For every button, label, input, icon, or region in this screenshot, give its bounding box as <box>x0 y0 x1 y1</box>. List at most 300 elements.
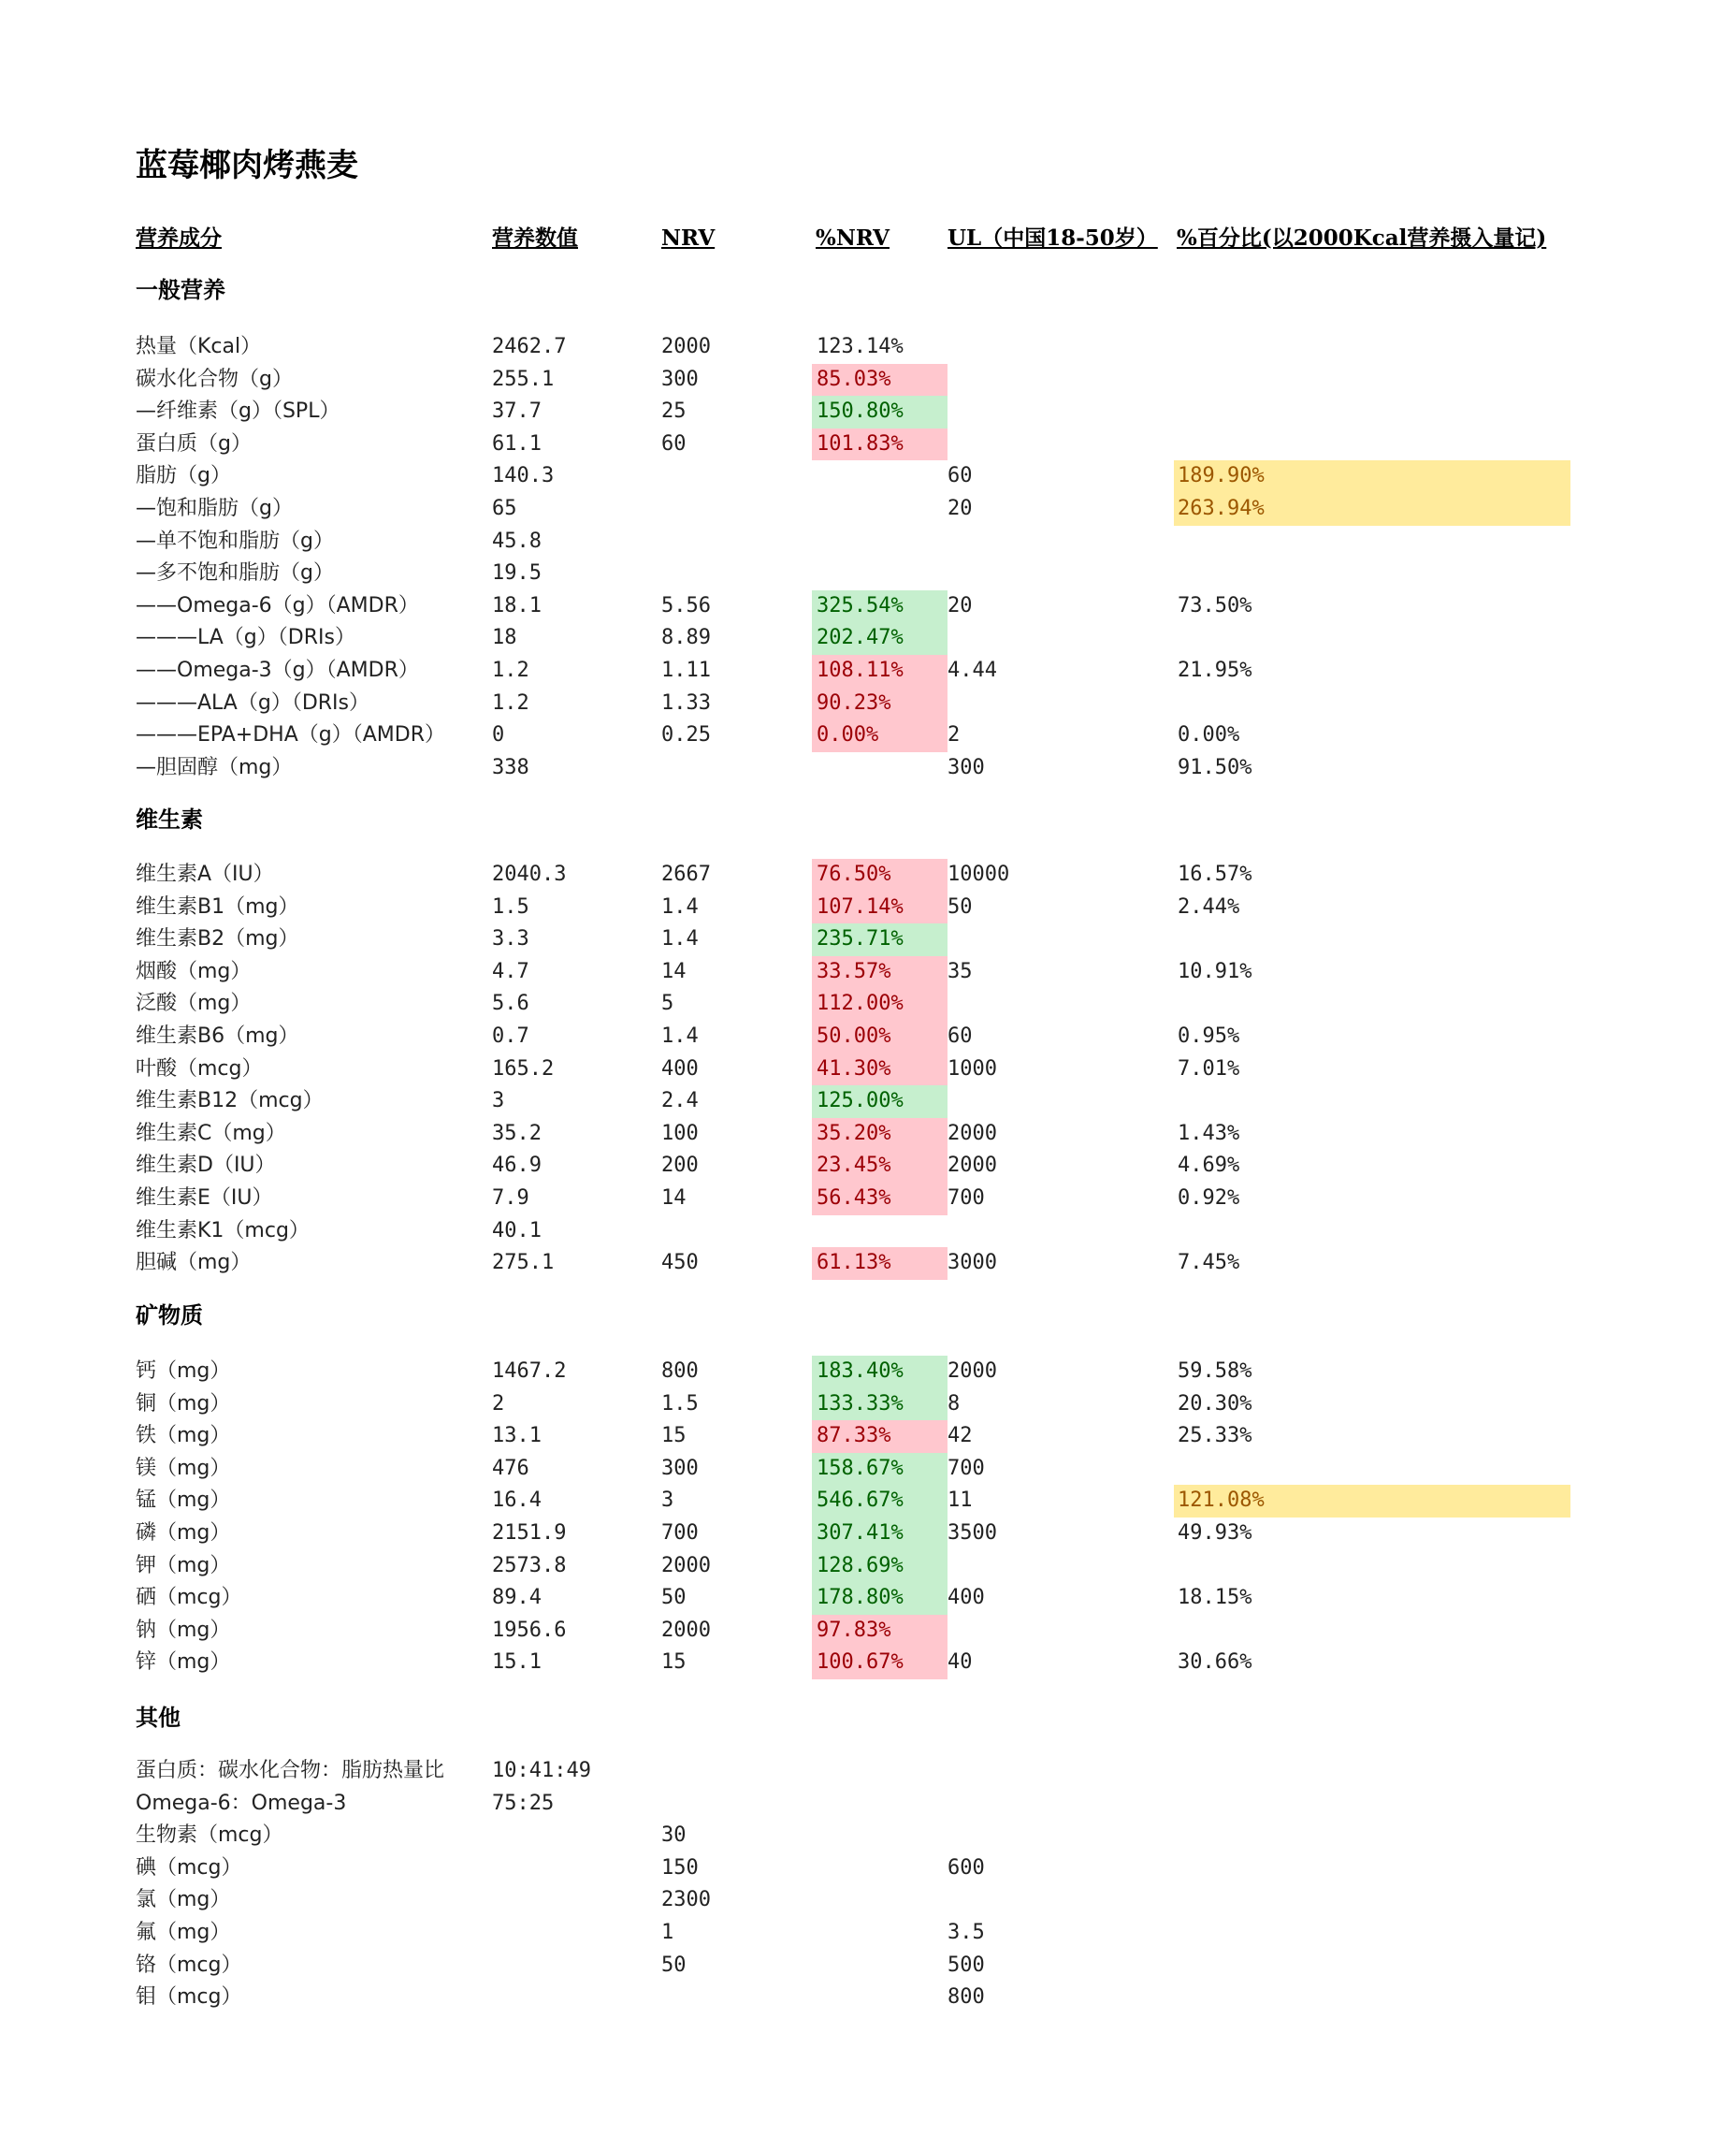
nutrient-pct-nrv: 178.80% <box>812 1582 948 1615</box>
nutrient-pct-nrv: 150.80% <box>812 396 948 428</box>
nutrient-ul <box>948 558 1170 590</box>
nutrient-ul: 35 <box>948 959 973 983</box>
nutrient-ul <box>948 428 1170 461</box>
nutrient-name: 泛酸（mg） <box>136 992 252 1016</box>
nutrient-ul <box>948 1615 1170 1648</box>
nutrient-nrv: 450 <box>661 1251 699 1275</box>
nutrient-pct-cal: 0.92% <box>1178 1186 1240 1210</box>
nutrient-pct-cal: 16.57% <box>1178 863 1252 886</box>
nutrient-value: 2462.7 <box>492 335 567 358</box>
nutrient-pct-nrv <box>812 460 948 493</box>
table-row <box>0 1183 1736 1215</box>
section-title: 其他 <box>136 1705 181 1731</box>
nutrient-value: 7.9 <box>492 1186 529 1210</box>
table-row <box>0 1118 1736 1151</box>
nutrient-pct-cal <box>1174 1453 1570 1486</box>
nutrient-pct-nrv <box>812 1788 948 1821</box>
nutrient-pct-cal <box>1174 688 1570 720</box>
nutrient-name: 热量（Kcal） <box>136 335 262 358</box>
nutrient-pct-cal: 21.95% <box>1178 659 1252 682</box>
nutrient-pct-nrv: 133.33% <box>812 1388 948 1421</box>
table-row <box>0 688 1736 720</box>
nutrient-pct-nrv: 56.43% <box>812 1183 948 1215</box>
nutrient-value: 4.7 <box>492 959 529 983</box>
table-row <box>0 1247 1736 1280</box>
nutrient-pct-nrv <box>812 493 948 526</box>
nutrient-nrv: 15 <box>661 1424 687 1448</box>
table-row <box>0 1388 1736 1421</box>
nutrient-ul <box>948 688 1170 720</box>
table-row <box>0 428 1736 461</box>
nutrient-value: 75:25 <box>492 1791 555 1815</box>
nutrient-pct-nrv: 183.40% <box>812 1356 948 1388</box>
nutrient-nrv: 8.89 <box>661 626 711 650</box>
nutrient-nrv: 150 <box>661 1855 699 1880</box>
nutrient-nrv <box>661 460 811 493</box>
table-row <box>0 1950 1736 1982</box>
table-row <box>0 1820 1736 1852</box>
nutrient-name: ———ALA（g）（DRIs） <box>136 690 370 715</box>
nutrient-pct-cal: 20.30% <box>1178 1391 1252 1416</box>
nutrient-pct-cal <box>1174 1215 1570 1248</box>
nutrient-name: —饱和脂肪（g） <box>136 497 293 520</box>
nutrient-pct-cal <box>1174 1852 1570 1885</box>
nutrient-nrv: 300 <box>661 1456 699 1480</box>
nutrient-name: ———EPA+DHA（g）（AMDR） <box>136 723 445 748</box>
nutrient-value: 15.1 <box>492 1650 542 1675</box>
nutrient-pct-nrv <box>812 526 948 559</box>
nutrient-pct-nrv: 325.54% <box>812 590 948 623</box>
nutrient-pct-cal <box>1174 1755 1570 1788</box>
header-ul: UL（中国18-50岁） <box>948 225 1158 251</box>
nutrient-ul: 40 <box>948 1650 973 1675</box>
nutrient-value <box>492 1884 658 1917</box>
nutrient-pct-cal: 7.45% <box>1178 1251 1240 1275</box>
nutrient-name: 维生素C（mg） <box>136 1121 286 1145</box>
nutrient-pct-nrv: 125.00% <box>812 1085 948 1118</box>
nutrient-pct-cal <box>1174 1788 1570 1821</box>
nutrient-nrv: 1.11 <box>661 659 711 682</box>
nutrient-pct-cal: 7.01% <box>1178 1056 1240 1081</box>
nutrient-pct-nrv: 235.71% <box>812 923 948 956</box>
nutrient-pct-nrv: 50.00% <box>812 1021 948 1053</box>
table-row <box>0 1755 1736 1788</box>
table-row <box>0 1582 1736 1615</box>
table-row <box>0 364 1736 397</box>
table-row <box>0 590 1736 623</box>
nutrient-name: 氯（mg） <box>136 1888 231 1912</box>
nutrient-ul: 42 <box>948 1424 973 1448</box>
nutrient-pct-cal: 73.50% <box>1178 593 1252 617</box>
table-row <box>0 331 1736 364</box>
nutrient-value: 2573.8 <box>492 1553 567 1577</box>
nutrient-pct-cal <box>1174 1550 1570 1583</box>
nutrient-value <box>492 1950 658 1982</box>
nutrient-ul: 700 <box>948 1186 985 1210</box>
nutrient-ul: 8 <box>948 1391 961 1416</box>
nutrient-name: 脂肪（g） <box>136 464 231 488</box>
nutrient-value: 89.4 <box>492 1586 542 1610</box>
table-row <box>0 1852 1736 1885</box>
nutrient-nrv: 0.25 <box>661 723 711 748</box>
nutrient-name: 铬（mcg） <box>136 1953 242 1977</box>
nutrient-ul <box>948 923 1170 956</box>
header-value: 营养数值 <box>492 225 578 251</box>
page-title: 蓝莓椰肉烤燕麦 <box>136 147 358 184</box>
table-row <box>0 1150 1736 1183</box>
nutrient-pct-nrv <box>812 1755 948 1788</box>
nutrient-name: 氟（mg） <box>136 1921 231 1944</box>
nutrient-value: 476 <box>492 1456 529 1480</box>
nutrient-pct-cal <box>1174 1085 1570 1118</box>
nutrient-nrv: 2.4 <box>661 1089 699 1113</box>
nutrient-nrv: 5.56 <box>661 593 711 617</box>
nutrient-name: 锌（mg） <box>136 1650 231 1675</box>
table-row <box>0 1356 1736 1388</box>
nutrient-nrv: 14 <box>661 1186 687 1210</box>
nutrient-nrv: 15 <box>661 1650 687 1675</box>
section-title: 维生素 <box>136 806 203 833</box>
nutrient-value: 3 <box>492 1089 505 1113</box>
nutrient-pct-cal <box>1174 988 1570 1021</box>
nutrient-pct-nrv <box>812 1950 948 1982</box>
nutrient-nrv: 50 <box>661 1953 687 1977</box>
nutrient-pct-nrv: 76.50% <box>812 859 948 892</box>
nutrient-value: 45.8 <box>492 529 542 553</box>
nutrient-pct-nrv: 87.33% <box>812 1420 948 1453</box>
nutrient-pct-nrv <box>812 1852 948 1885</box>
nutrient-nrv: 25 <box>661 399 687 424</box>
nutrient-pct-cal: 91.50% <box>1178 755 1252 779</box>
nutrient-pct-nrv <box>812 1215 948 1248</box>
header-nrv: NRV <box>661 225 716 251</box>
nutrient-pct-cal <box>1174 622 1570 655</box>
table-row <box>0 526 1736 559</box>
nutrient-nrv: 3 <box>661 1489 674 1513</box>
nutrient-value: 35.2 <box>492 1121 542 1145</box>
nutrient-pct-cal <box>1174 1917 1570 1950</box>
nutrient-ul: 300 <box>948 755 985 779</box>
nutrient-name: 蛋白质：碳水化合物：脂肪热量比 <box>136 1759 445 1782</box>
nutrient-nrv: 100 <box>661 1121 699 1145</box>
nutrient-pct-nrv: 100.67% <box>812 1647 948 1679</box>
table-row <box>0 719 1736 752</box>
nutrient-ul <box>948 988 1170 1021</box>
nutrient-value: 275.1 <box>492 1251 555 1275</box>
nutrient-nrv: 30 <box>661 1823 687 1848</box>
nutrient-value: 140.3 <box>492 464 555 488</box>
nutrient-pct-cal: 1.43% <box>1178 1121 1240 1145</box>
nutrient-pct-nrv <box>812 1884 948 1917</box>
table-row <box>0 460 1736 493</box>
nutrient-pct-nrv: 546.67% <box>812 1485 948 1518</box>
nutrient-name: 维生素E（IU） <box>136 1186 273 1210</box>
nutrient-name: —胆固醇（mg） <box>136 755 293 779</box>
nutrient-nrv: 1.4 <box>661 894 699 919</box>
header-pct-cal: %百分比(以2000Kcal营养摄入量记) <box>1177 225 1547 251</box>
table-row <box>0 396 1736 428</box>
nutrient-pct-cal: 0.00% <box>1178 723 1240 748</box>
nutrient-nrv: 5 <box>661 992 674 1016</box>
nutrient-pct-nrv: 90.23% <box>812 688 948 720</box>
nutrient-value: 18.1 <box>492 593 542 617</box>
table-row <box>0 1518 1736 1550</box>
nutrient-name: 钠（mg） <box>136 1618 231 1642</box>
table-row <box>0 1550 1736 1583</box>
nutrient-ul <box>948 622 1170 655</box>
nutrient-name: 锰（mg） <box>136 1489 231 1513</box>
nutrient-nrv: 2667 <box>661 863 711 886</box>
nutrient-pct-nrv: 85.03% <box>812 364 948 397</box>
nutrient-nrv: 1.33 <box>661 690 711 715</box>
nutrient-pct-cal <box>1174 1820 1570 1852</box>
nutrient-name: 叶酸（mcg） <box>136 1056 263 1081</box>
nutrient-name: 烟酸（mg） <box>136 959 252 983</box>
nutrient-ul <box>948 364 1170 397</box>
nutrient-nrv: 200 <box>661 1154 699 1178</box>
nutrient-ul <box>948 1755 1170 1788</box>
nutrient-pct-nrv: 41.30% <box>812 1053 948 1086</box>
nutrient-name: 维生素B2（mg） <box>136 927 299 951</box>
nutrient-name: 镁（mg） <box>136 1456 231 1480</box>
table-row <box>0 923 1736 956</box>
nutrient-pct-nrv: 202.47% <box>812 622 948 655</box>
table-row <box>0 956 1736 989</box>
nutrient-ul <box>948 1215 1170 1248</box>
table-row <box>0 1420 1736 1453</box>
nutrient-ul <box>948 526 1170 559</box>
nutrient-ul: 2000 <box>948 1121 997 1145</box>
nutrient-pct-cal: 18.15% <box>1178 1586 1252 1610</box>
nutrient-pct-cal <box>1174 396 1570 428</box>
nutrient-pct-nrv: 307.41% <box>812 1518 948 1550</box>
nutrient-pct-cal <box>1174 1884 1570 1917</box>
nutrient-pct-nrv <box>812 1820 948 1852</box>
nutrient-name: 维生素B1（mg） <box>136 894 299 919</box>
nutrient-pct-nrv <box>812 1917 948 1950</box>
nutrient-pct-cal: 0.95% <box>1178 1024 1240 1048</box>
nutrient-pct-cal: 2.44% <box>1178 894 1240 919</box>
header-name: 营养成分 <box>136 225 222 251</box>
nutrient-nrv <box>661 1215 811 1248</box>
nutrient-ul: 2 <box>948 723 961 748</box>
nutrient-name: 胆碱（mg） <box>136 1251 252 1275</box>
nutrient-value: 10:41:49 <box>492 1759 591 1782</box>
nutrient-ul: 50 <box>948 894 973 919</box>
nutrient-pct-nrv: 107.14% <box>812 892 948 924</box>
nutrient-name: 维生素A（IU） <box>136 863 274 886</box>
nutrient-pct-cal: 189.90% <box>1174 460 1570 493</box>
nutrient-ul: 500 <box>948 1953 985 1977</box>
nutrient-name: —多不饱和脂肪（g） <box>136 561 334 586</box>
nutrient-ul: 3500 <box>948 1521 997 1545</box>
nutrient-nrv: 1.4 <box>661 1024 699 1048</box>
nutrient-nrv <box>661 752 811 785</box>
nutrient-value: 16.4 <box>492 1489 542 1513</box>
nutrient-name: 铁（mg） <box>136 1424 231 1448</box>
nutrient-ul: 60 <box>948 1024 973 1048</box>
nutrient-pct-nrv: 33.57% <box>812 956 948 989</box>
nutrient-value: 46.9 <box>492 1154 542 1178</box>
nutrient-value: 1.5 <box>492 894 529 919</box>
nutrient-ul <box>948 331 1170 364</box>
section-title: 一般营养 <box>136 277 225 303</box>
nutrient-pct-cal <box>1174 526 1570 559</box>
table-row <box>0 1485 1736 1518</box>
nutrient-value: 1956.6 <box>492 1618 567 1642</box>
nutrient-pct-nrv: 123.14% <box>817 335 904 358</box>
nutrient-nrv: 2000 <box>661 1618 711 1642</box>
nutrient-pct-nrv: 112.00% <box>812 988 948 1021</box>
nutrient-nrv: 1.5 <box>661 1391 699 1416</box>
nutrient-value: 338 <box>492 755 529 779</box>
nutrient-name: 蛋白质（g） <box>136 431 252 456</box>
nutrient-ul <box>948 1550 1170 1583</box>
nutrient-pct-nrv <box>812 752 948 785</box>
nutrient-value: 61.1 <box>492 431 542 456</box>
nutrient-pct-cal: 121.08% <box>1174 1485 1570 1518</box>
table-row <box>0 1215 1736 1248</box>
nutrient-name: ——Omega-6（g）（AMDR） <box>136 593 419 617</box>
nutrient-ul: 2000 <box>948 1359 997 1383</box>
nutrient-name: 磷（mg） <box>136 1521 231 1545</box>
nutrient-ul <box>948 1788 1170 1821</box>
nutrient-pct-nrv: 108.11% <box>812 655 948 688</box>
nutrient-value: 165.2 <box>492 1056 555 1081</box>
nutrient-ul: 1000 <box>948 1056 997 1081</box>
table-row <box>0 655 1736 688</box>
nutrient-nrv <box>661 493 811 526</box>
nutrient-pct-cal <box>1174 923 1570 956</box>
nutrient-name: 硒（mcg） <box>136 1586 242 1610</box>
nutrient-pct-cal <box>1174 364 1570 397</box>
nutrient-name: 钙（mg） <box>136 1359 231 1383</box>
nutrient-nrv: 700 <box>661 1521 699 1545</box>
table-row <box>0 1884 1736 1917</box>
nutrient-pct-cal <box>1174 1982 1570 2014</box>
table-row <box>0 892 1736 924</box>
table-row <box>0 1917 1736 1950</box>
nutrient-value: 18 <box>492 626 517 650</box>
nutrient-value: 0 <box>492 723 505 748</box>
nutrient-name: Omega-6：Omega-3 <box>136 1791 347 1815</box>
nutrient-pct-nrv: 61.13% <box>812 1247 948 1280</box>
nutrient-name: ——Omega-3（g）（AMDR） <box>136 659 419 682</box>
nutrient-value: 0.7 <box>492 1024 529 1048</box>
table-row <box>0 1982 1736 2014</box>
nutrient-pct-cal <box>1174 558 1570 590</box>
nutrient-value: 37.7 <box>492 399 542 424</box>
nutrient-value: 40.1 <box>492 1218 542 1242</box>
nutrient-pct-cal: 263.94% <box>1174 493 1570 526</box>
nutrient-value <box>492 1917 658 1950</box>
table-row <box>0 1615 1736 1648</box>
table-row <box>0 1085 1736 1118</box>
table-row <box>0 558 1736 590</box>
nutrient-pct-cal <box>1174 331 1570 364</box>
nutrient-value: 3.3 <box>492 927 529 951</box>
nutrient-pct-cal: 25.33% <box>1178 1424 1252 1448</box>
nutrient-ul: 11 <box>948 1489 973 1513</box>
nutrient-ul <box>948 396 1170 428</box>
nutrient-nrv <box>661 1755 811 1788</box>
nutrient-nrv: 300 <box>661 367 699 391</box>
nutrient-pct-nrv: 128.69% <box>812 1550 948 1583</box>
nutrient-name: 生物素（mcg） <box>136 1823 283 1848</box>
nutrient-value <box>492 1982 658 2014</box>
nutrient-name: 碳水化合物（g） <box>136 367 293 391</box>
nutrient-name: 维生素B12（mcg） <box>136 1089 324 1113</box>
nutrient-nrv <box>661 558 811 590</box>
nutrient-name: 铜（mg） <box>136 1391 231 1416</box>
nutrient-pct-nrv <box>812 1982 948 2014</box>
nutrient-nrv: 2000 <box>661 335 711 358</box>
nutrient-ul <box>948 1820 1170 1852</box>
section-title: 矿物质 <box>136 1302 203 1329</box>
nutrient-ul: 60 <box>948 464 973 488</box>
nutrient-name: 钾（mg） <box>136 1553 231 1577</box>
nutrient-ul: 2000 <box>948 1154 997 1178</box>
table-row <box>0 859 1736 892</box>
nutrient-pct-cal <box>1174 428 1570 461</box>
nutrient-ul <box>948 1884 1170 1917</box>
nutrient-pct-nrv <box>812 558 948 590</box>
nutrient-value: 255.1 <box>492 367 555 391</box>
nutrient-ul: 600 <box>948 1855 985 1880</box>
nutrient-pct-cal: 30.66% <box>1178 1650 1252 1675</box>
nutrient-ul: 4.44 <box>948 659 997 682</box>
table-row <box>0 752 1736 785</box>
nutrient-ul: 3000 <box>948 1251 997 1275</box>
nutrient-ul <box>948 1085 1170 1118</box>
nutrient-value: 2151.9 <box>492 1521 567 1545</box>
nutrient-value: 1.2 <box>492 690 529 715</box>
nutrient-pct-nrv: 158.67% <box>812 1453 948 1486</box>
nutrient-pct-cal: 59.58% <box>1178 1359 1252 1383</box>
nutrient-nrv: 60 <box>661 431 687 456</box>
nutrient-ul: 3.5 <box>948 1921 985 1944</box>
nutrient-pct-cal: 4.69% <box>1178 1154 1240 1178</box>
table-row <box>0 1453 1736 1486</box>
table-row <box>0 493 1736 526</box>
nutrient-pct-nrv: 97.83% <box>812 1615 948 1648</box>
nutrient-nrv <box>661 1982 811 2014</box>
nutrient-value: 1467.2 <box>492 1359 567 1383</box>
nutrient-nrv: 50 <box>661 1586 687 1610</box>
nutrient-pct-cal: 10.91% <box>1178 959 1252 983</box>
nutrient-pct-cal <box>1174 1950 1570 1982</box>
nutrient-value: 2 <box>492 1391 505 1416</box>
nutrient-nrv: 2000 <box>661 1553 711 1577</box>
nutrient-ul: 700 <box>948 1456 985 1480</box>
nutrient-value: 2040.3 <box>492 863 567 886</box>
nutrient-pct-nrv: 0.00% <box>812 719 948 752</box>
table-row <box>0 1647 1736 1679</box>
nutrient-pct-nrv: 23.45% <box>812 1150 948 1183</box>
nutrient-ul: 20 <box>948 497 973 520</box>
nutrient-nrv: 2300 <box>661 1888 711 1912</box>
table-row <box>0 1053 1736 1086</box>
header-pct-nrv: %NRV <box>816 225 890 251</box>
table-row <box>0 1788 1736 1821</box>
nutrient-ul: 20 <box>948 593 973 617</box>
nutrient-value: 13.1 <box>492 1424 542 1448</box>
nutrient-nrv: 800 <box>661 1359 699 1383</box>
nutrient-nrv <box>661 1788 811 1821</box>
nutrient-name: —单不饱和脂肪（g） <box>136 529 334 553</box>
nutrient-pct-nrv: 101.83% <box>812 428 948 461</box>
nutrient-value: 1.2 <box>492 659 529 682</box>
